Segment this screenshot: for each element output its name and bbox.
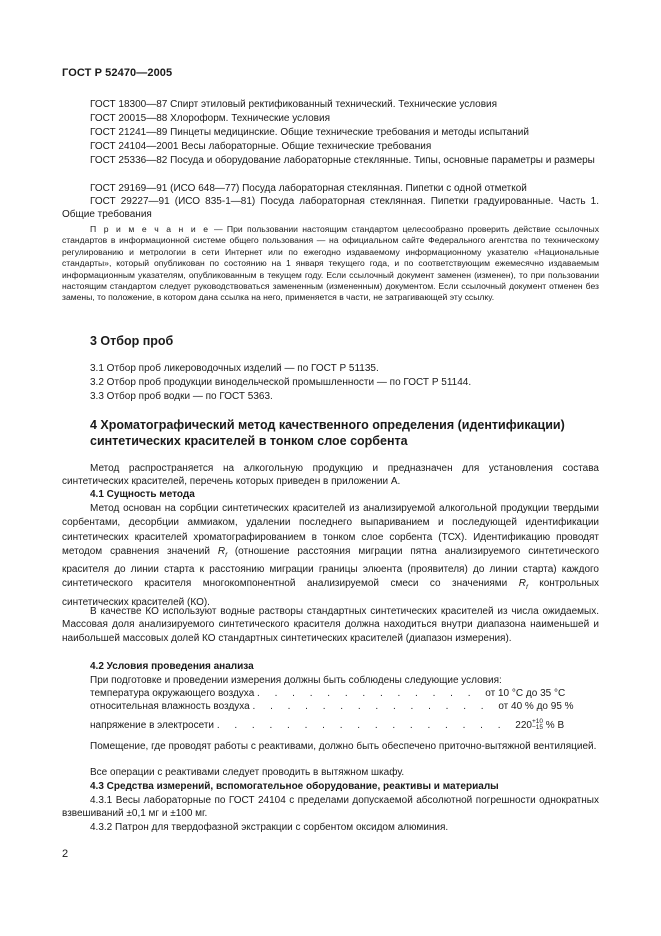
text-run: Метод основан на сорбции синтетических красителей из анализируемой алкогольной продукции твердыми сорбентами, десорбции аммиаком, удалении последнего выпариванием и последующей идентификации синтетических красителей хроматографированием в тонком слое сорбента (ТСХ). Идентификацию проводят методом сравнения значений bbox=[62, 503, 599, 557]
section-4-1-paragraph bbox=[62, 502, 599, 610]
page-number: 2 bbox=[62, 848, 69, 860]
leader-dots: . . . . . . . . . . . . . . . . . bbox=[216, 720, 516, 731]
text-run: контрольных синтетических красителей (КО). bbox=[62, 578, 600, 608]
condition-value: от 10 °С до 35 °С bbox=[485, 688, 566, 699]
condition-label: относительная влажность воздуха bbox=[90, 701, 250, 712]
note-paragraph bbox=[62, 224, 599, 304]
ref-item: ГОСТ 25336—82 Посуда и оборудование лабораторные стеклянные. Типы, основные параметры и размеры bbox=[90, 155, 595, 166]
section-4-3-2: 4.3.2 Патрон для твердофазной экстракции с сорбентом оксидом алюминия. bbox=[90, 822, 449, 833]
leader-dots: . . . . . . . . . . . . . . bbox=[252, 701, 499, 712]
leader-dots: . . . . . . . . . . . . . bbox=[257, 688, 486, 699]
text-run: (отношение расстояния миграции пятна анализируемого синтетического красителя до линии старта к расстоянию миграции границы элюента (проявителя) до линии старта) каждого синтетического красителя многокомпонентной анализируемой смеси со значениями bbox=[62, 545, 600, 590]
section-3-item: 3.2 Отбор проб продукции винодельческой промышленности — по ГОСТ Р 51144. bbox=[90, 377, 472, 388]
section-4-3-heading: 4.3 Средства измерений, вспомогательное оборудование, реактивы и материалы bbox=[90, 781, 499, 792]
section-4-3-1: 4.3.1 Весы лабораторные по ГОСТ 24104 с пределами допускаемой абсолютной погрешности однократных взвешиваний ±0,1 мг и ±100 мг. bbox=[62, 795, 599, 820]
condition-row-voltage bbox=[90, 719, 564, 732]
section-3-item: 3.3 Отбор проб водки — по ГОСТ 5363. bbox=[90, 391, 273, 402]
rf-symbol: $R_f$ bbox=[217, 545, 227, 559]
condition-row-humidity bbox=[90, 700, 574, 713]
section-4-1-heading: 4.1 Сущность метода bbox=[90, 489, 195, 500]
ref-item: ГОСТ 29169—91 (ИСО 648—77) Посуда лабораторная стеклянная. Пипетки с одной отметкой bbox=[90, 183, 527, 194]
ref-item: ГОСТ 20015—88 Хлороформ. Технические условия bbox=[90, 113, 330, 124]
condition-label: напряжение в электросети bbox=[90, 720, 215, 731]
section-4-intro: Метод распространяется на алкогольную продукцию и предназначен для установления состава синтетических красителей, перечень которых приведен в приложении А. bbox=[62, 463, 599, 488]
condition-label: температура окружающего воздуха bbox=[90, 688, 255, 699]
condition-value: от 40 % до 95 % bbox=[498, 701, 574, 712]
ref-item: ГОСТ 24104—2001 Весы лабораторные. Общие технические требования bbox=[90, 141, 432, 152]
section-4-2-paragraph: Помещение, где проводят работы с реактивами, должно быть обеспечено приточно-вытяжной вентиляцией. bbox=[90, 741, 597, 752]
section-3-heading: 3 Отбор проб bbox=[90, 334, 174, 348]
section-4-1-paragraph-2: В качестве КО используют водные растворы стандартных синтетических красителей из числа ожидаемых. Массовая доля анализируемого синтетического красителя должна находиться внутри диапазона наименьшей и наибольшей массовых долей КО стандартных синтетических красителей (диапазон измерения). bbox=[62, 606, 599, 644]
rf-symbol: $R_f$ bbox=[518, 578, 528, 592]
condition-row-temperature bbox=[90, 687, 565, 700]
section-4-2-intro: При подготовке и проведении измерения должны быть соблюдены следующие условия: bbox=[90, 675, 502, 686]
ref-item: ГОСТ 29227—91 (ИСО 835-1—81) Посуда лабораторная стеклянная. Пипетки градуированные. Часть 1. Общие требования bbox=[62, 196, 599, 221]
section-3-item: 3.1 Отбор проб ликероводочных изделий — по ГОСТ Р 51135. bbox=[90, 363, 379, 374]
note-label: П р и м е ч а н и е bbox=[90, 224, 210, 234]
ref-item: ГОСТ 21241—89 Пинцеты медицинские. Общие технические требования и методы испытаний bbox=[90, 127, 529, 138]
section-4-heading: 4 Хроматографический метод качественного определения (идентификации) синтетических красителей в тонком слое сорбента bbox=[90, 418, 565, 448]
section-4-2-heading: 4.2 Условия проведения анализа bbox=[90, 661, 254, 672]
note-text: — При пользовании настоящим стандартом целесообразно проверить действие ссылочных стандартов в информационной системе общего пользования — на официальном сайте Федерального агентства по техническому регулированию и метрологии в сети Интернет или по ежегодно издаваемому информационному указателю «Национальные стандарты», который опубликован по состоянию на 1 января текущего года, и по соответствующим ежемесячно издаваемым информационным указателям, опубликованным в текущем году. Если ссылочный документ заменен (изменен), то при пользовании настоящим стандартом следует руководствоваться замененным (измененным) документом. Если ссылочный документ отменен без замены, то положение, в котором дана ссылка на него, применяется в части, не затрагивающей эту ссылку. bbox=[62, 224, 600, 303]
ref-item: ГОСТ 18300—87 Спирт этиловый ректификованный технический. Технические условия bbox=[90, 99, 498, 110]
section-4-2-paragraph-2: Все операции с реактивами следует проводить в вытяжном шкафу. bbox=[90, 767, 405, 778]
condition-value: 220+10 −15 % В bbox=[515, 718, 565, 732]
page-header-title: ГОСТ Р 52470—2005 bbox=[62, 67, 173, 79]
